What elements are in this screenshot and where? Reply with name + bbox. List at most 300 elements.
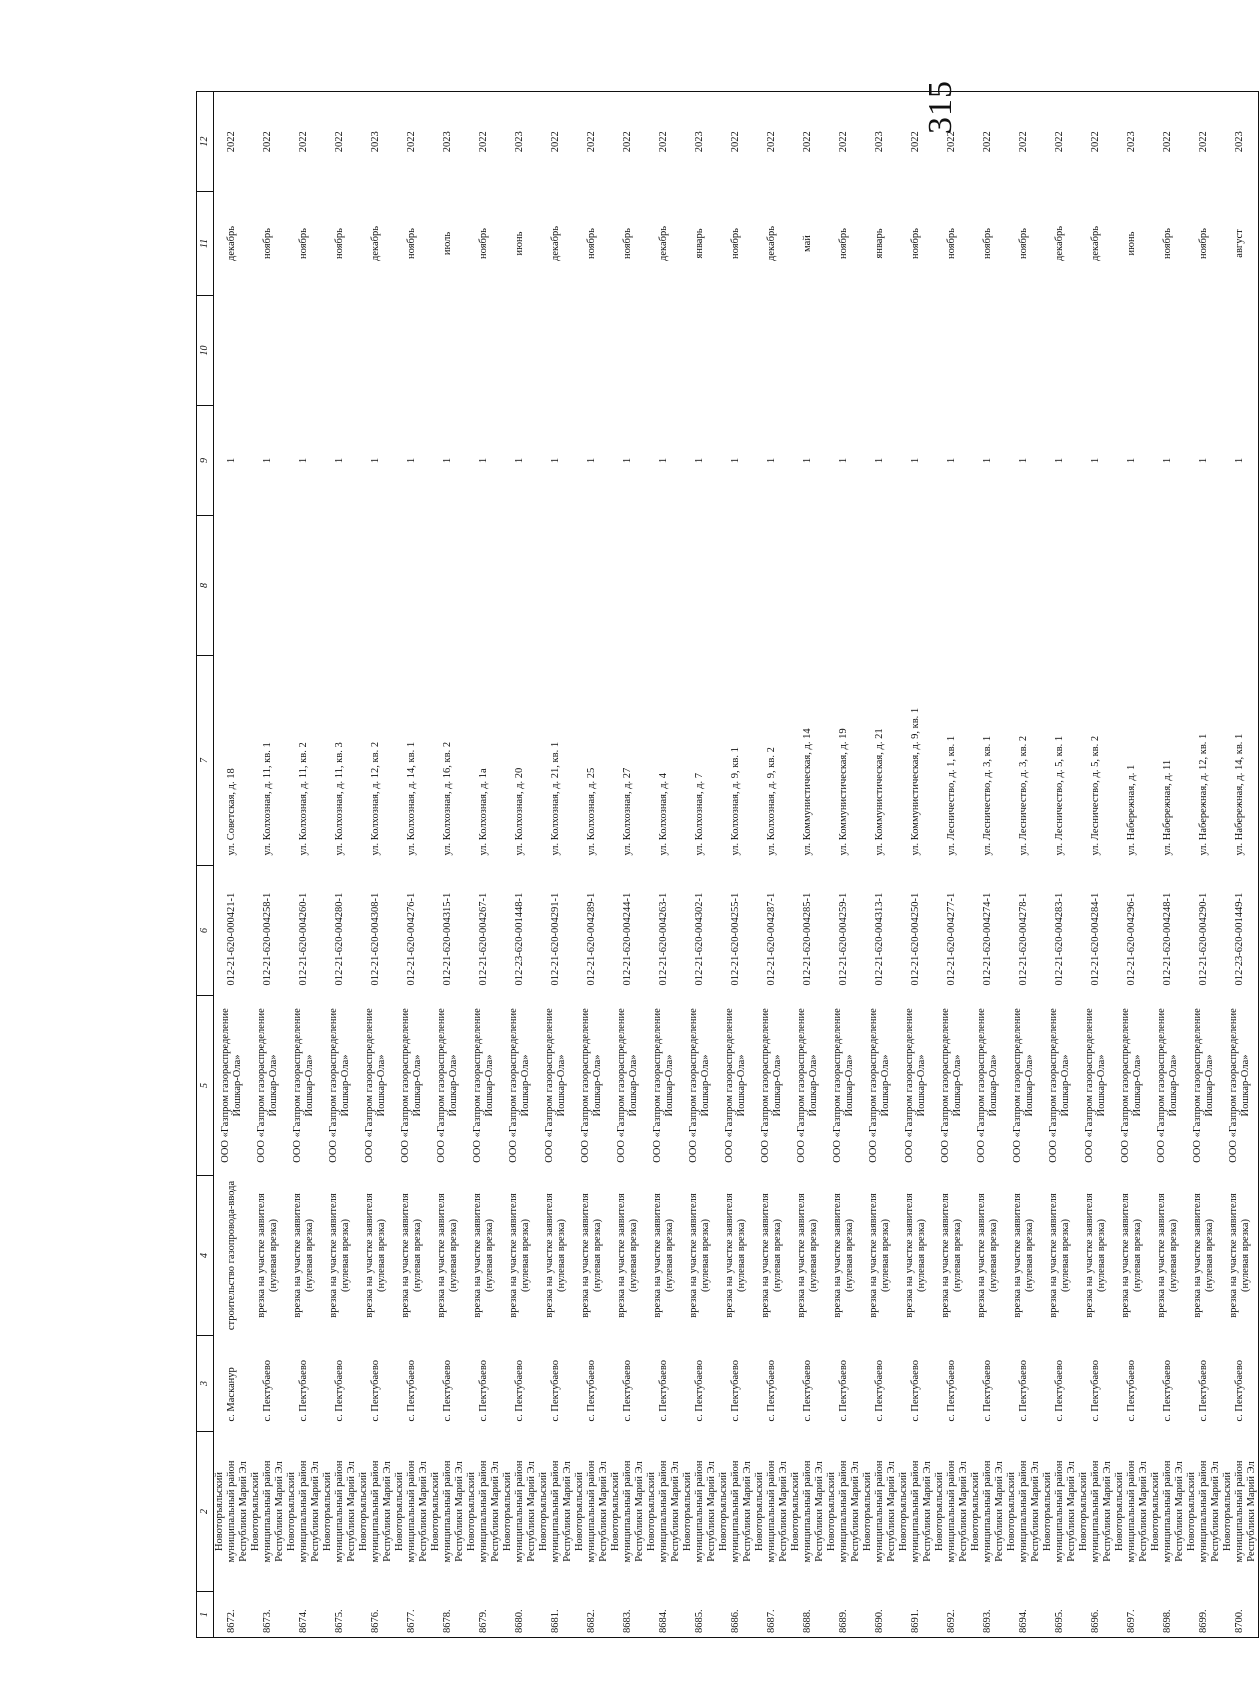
municipal-district: Новоторъяльский муниципальный район Республики Марий Эл [214,1460,249,1563]
row-number: 8694. [1006,1592,1042,1638]
registration-number: 012-21-620-004283-1 [1054,892,1065,986]
cell-col-8 [1006,516,1042,656]
year: 2022 [610,92,646,192]
cell-col-10 [214,296,251,406]
cell-col-10 [934,296,970,406]
address: ул. Лесничество, д. 3, кв. 2 [1018,735,1029,856]
municipal-district: Новоторъяльский муниципальный район Республики Марий Эл [1150,1460,1185,1563]
month: июнь [514,231,525,256]
row-number: 8691. [898,1592,934,1638]
registration-number: 012-21-620-004267-1 [478,892,489,986]
cell-col-8 [250,516,286,656]
table-row [682,92,718,1638]
municipal-district: Новоторъяльский муниципальный район Республики Марий Эл [610,1460,645,1563]
settlement: с. Пектубаево [874,1360,885,1422]
organization: ООО «Газпром газораспределение Йошкар-Ола» [1084,1008,1107,1163]
organization: ООО «Газпром газораспределение Йошкар-Ола» [472,1008,495,1163]
work-type: врезка на участке заявителя (нулевая врезка) [940,1193,963,1318]
quantity: 1 [370,457,381,464]
quantity: 1 [838,457,849,464]
cell-col-10 [1078,296,1114,406]
row-number: 8676. [358,1592,394,1638]
quantity: 1 [262,457,273,464]
row-number: 8689. [826,1592,862,1638]
row-number: 8688. [790,1592,826,1638]
organization: ООО «Газпром газораспределение Йошкар-Ола» [256,1008,279,1163]
work-type: врезка на участке заявителя (нулевая врезка) [1156,1193,1179,1318]
table-row [574,92,610,1638]
quantity: 1 [658,457,669,464]
registration-number: 012-21-620-004290-1 [1198,892,1209,986]
address: ул. Колхозная, д. 27 [622,767,633,856]
address: ул. Коммунистическая, д. 21 [874,728,885,856]
registration-number: 012-21-620-004255-1 [730,892,741,986]
municipal-district: Новоторъяльский муниципальный район Республики Марий Эл [538,1460,573,1563]
cell-col-8 [1222,516,1259,656]
registration-number: 012-21-620-004285-1 [802,892,813,986]
municipal-district: Новоторъяльский муниципальный район Республики Марий Эл [1114,1460,1149,1563]
cell-col-10 [790,296,826,406]
quantity: 1 [1054,457,1065,464]
cell-col-8 [754,516,790,656]
year: 2022 [250,92,286,192]
address: ул. Коммунистическая, д. 19 [838,728,849,856]
organization: ООО «Газпром газораспределение Йошкар-Ола» [364,1008,387,1163]
work-type: врезка на участке заявителя (нулевая врезка) [976,1193,999,1318]
cell-col-10 [538,296,574,406]
row-number: 8687. [754,1592,790,1638]
settlement: с. Пектубаево [910,1360,921,1422]
year: 2022 [574,92,610,192]
cell-col-10 [1222,296,1259,406]
address: ул. Коммунистическая, д. 14 [802,728,813,856]
work-type: врезка на участке заявителя (нулевая врезка) [472,1193,495,1318]
table-row [1150,92,1186,1638]
cell-col-10 [754,296,790,406]
cell-col-8 [286,516,322,656]
month: ноябрь [478,228,489,259]
cell-col-8 [502,516,538,656]
month: ноябрь [622,228,633,259]
table-row [898,92,934,1638]
registration-number: 012-21-620-004289-1 [586,892,597,986]
cell-col-8 [970,516,1006,656]
organization: ООО «Газпром газораспределение Йошкар-Ола» [580,1008,603,1163]
quantity: 1 [442,457,453,464]
cell-col-8 [538,516,574,656]
row-number: 8692. [934,1592,970,1638]
cell-col-10 [1186,296,1222,406]
month: декабрь [1054,226,1065,261]
address: ул. Набережная, д. 11 [1162,759,1173,856]
column-header-11: 11 [197,192,214,296]
work-type: врезка на участке заявителя (нулевая врезка) [652,1193,675,1318]
table-row [1042,92,1078,1638]
cell-col-8 [394,516,430,656]
address: ул. Колхозная, д. 9, кв. 1 [730,747,741,856]
year: 2023 [862,92,898,192]
municipal-district: Новоторъяльский муниципальный район Республики Марий Эл [934,1460,969,1563]
cell-col-10 [718,296,754,406]
registration-number: 012-21-620-004258-1 [262,892,273,986]
row-number: 8699. [1186,1592,1222,1638]
cell-col-8 [1078,516,1114,656]
year: 2022 [322,92,358,192]
work-type: врезка на участке заявителя (нулевая врезка) [760,1193,783,1318]
quantity: 1 [694,457,705,464]
organization: ООО «Газпром газораспределение Йошкар-Ола» [544,1008,567,1163]
address: ул. Набережная, д. 12, кв. 1 [1198,733,1209,856]
quantity: 1 [874,457,885,464]
month: ноябрь [982,228,993,259]
column-header-9: 9 [197,406,214,516]
address: ул. Колхозная, д. 16, кв. 2 [442,741,453,856]
registration-number: 012-21-620-004263-1 [658,892,669,986]
row-number: 8678. [430,1592,466,1638]
work-type: врезка на участке заявителя (нулевая врезка) [904,1193,927,1318]
quantity: 1 [910,457,921,464]
municipal-district: Новоторъяльский муниципальный район Республики Марий Эл [754,1460,789,1563]
year: 2022 [934,92,970,192]
month: ноябрь [586,228,597,259]
month: декабрь [226,226,237,261]
quantity: 1 [406,457,417,464]
table-row [394,92,430,1638]
municipal-district: Новоторъяльский муниципальный район Республики Марий Эл [502,1460,537,1563]
organization: ООО «Газпром газораспределение Йошкар-Ола» [796,1008,819,1163]
table-row [1006,92,1042,1638]
quantity: 1 [946,457,957,464]
address: ул. Колхозная, д. 11, кв. 3 [334,742,345,856]
month: ноябрь [730,228,741,259]
year: 2022 [718,92,754,192]
cell-col-10 [394,296,430,406]
column-header-6: 6 [197,866,214,996]
month: ноябрь [298,228,309,259]
quantity: 1 [1090,457,1101,464]
cell-col-10 [862,296,898,406]
cell-col-8 [898,516,934,656]
month: декабрь [370,226,381,261]
quantity: 1 [1162,457,1173,464]
registration-number: 012-21-620-004260-1 [298,892,309,986]
cell-col-8 [214,516,251,656]
settlement: с. Пектубаево [1054,1360,1065,1422]
work-type: врезка на участке заявителя (нулевая врезка) [580,1193,603,1318]
cell-col-8 [718,516,754,656]
month: июнь [1126,231,1137,256]
municipal-district: Новоторъяльский муниципальный район Республики Марий Эл [286,1460,321,1563]
month: ноябрь [406,228,417,259]
work-type: строительство газопровода-ввода [226,1180,237,1331]
column-header-2: 2 [197,1432,214,1592]
quantity: 1 [478,457,489,464]
address: ул. Коммунистическая, д. 9, кв. 1 [910,707,921,856]
organization: ООО «Газпром газораспределение Йошкар-Ола» [976,1008,999,1163]
municipal-district: Новоторъяльский муниципальный район Республики Марий Эл [646,1460,681,1563]
registration-number: 012-21-620-004308-1 [370,892,381,986]
cell-col-10 [286,296,322,406]
municipal-district: Новоторъяльский муниципальный район Республики Марий Эл [1042,1460,1077,1563]
cell-col-10 [682,296,718,406]
organization: ООО «Газпром газораспределение Йошкар-Ола» [220,1008,243,1163]
table-row [1222,92,1259,1638]
row-number: 8700. [1222,1592,1259,1638]
month: ноябрь [334,228,345,259]
quantity: 1 [622,457,633,464]
settlement: с. Пектубаево [1198,1360,1209,1422]
row-number: 8674. [286,1592,322,1638]
address: ул. Лесничество, д. 5, кв. 2 [1090,735,1101,856]
quantity: 1 [226,457,237,464]
quantity: 1 [802,457,813,464]
address: ул. Лесничество, д. 3, кв. 1 [982,735,993,856]
address: ул. Набережная, д. 14, кв. 1 [1222,656,1259,866]
cell-col-8 [1186,516,1222,656]
year: 2022 [970,92,1006,192]
organization: ООО «Газпром газораспределение Йошкар-Ола» [436,1008,459,1163]
row-number: 8680. [502,1592,538,1638]
work-type: врезка на участке заявителя (нулевая врезка) [1192,1193,1215,1318]
month: ноябрь [262,228,273,259]
work-type: врезка на участке заявителя (нулевая врезка) [544,1193,567,1318]
organization: ООО «Газпром газораспределение Йошкар-Ола» [868,1008,891,1163]
table-body [214,92,1259,1638]
year: 2023 [502,92,538,192]
year: 2022 [826,92,862,192]
table-row [250,92,286,1638]
municipal-district: Новоторъяльский муниципальный район Республики Марий Эл [1186,1460,1221,1563]
work-type: врезка на участке заявителя (нулевая врезка) [1222,1176,1259,1336]
settlement: с. Масканур [226,1367,237,1422]
organization: ООО «Газпром газораспределение Йошкар-Ола» [760,1008,783,1163]
quantity: 1 [1222,406,1259,516]
registration-number: 012-21-620-004302-1 [694,892,705,986]
year: 2022 [538,92,574,192]
header-row [197,92,214,1638]
registration-number: 012-21-620-004280-1 [334,892,345,986]
table-row [502,92,538,1638]
table-row [1186,92,1222,1638]
year: 2022 [898,92,934,192]
cell-col-10 [502,296,538,406]
address: ул. Колхозная, д. 7 [694,772,705,856]
settlement: с. Пектубаево [1162,1360,1173,1422]
table-row [826,92,862,1638]
table-row [610,92,646,1638]
quantity: 1 [1018,457,1029,464]
registration-number: 012-23-620-001448-1 [514,892,525,986]
row-number: 8677. [394,1592,430,1638]
row-number: 8686. [718,1592,754,1638]
settlement: с. Пектубаево [298,1360,309,1422]
quantity: 1 [514,457,525,464]
column-header-5: 5 [197,996,214,1176]
registration-number: 012-21-620-004274-1 [982,892,993,986]
work-type: врезка на участке заявителя (нулевая врезка) [868,1193,891,1318]
registration-number: 012-21-620-004276-1 [406,892,417,986]
column-header-1: 1 [197,1592,214,1638]
organization: ООО «Газпром газораспределение Йошкар-Ола» [1048,1008,1071,1163]
row-number: 8696. [1078,1592,1114,1638]
settlement: с. Пектубаево [586,1360,597,1422]
year: 2022 [1042,92,1078,192]
column-header-8: 8 [197,516,214,656]
cell-col-8 [1150,516,1186,656]
cell-col-10 [322,296,358,406]
quantity: 1 [766,457,777,464]
address: ул. Лесничество, д. 1, кв. 1 [946,735,957,856]
year: 2022 [1078,92,1114,192]
month: январь [874,228,885,259]
work-type: врезка на участке заявителя (нулевая врезка) [724,1193,747,1318]
column-header-3: 3 [197,1336,214,1432]
row-number: 8673. [250,1592,286,1638]
cell-col-10 [970,296,1006,406]
cell-col-8 [934,516,970,656]
organization: ООО «Газпром газораспределение Йошкар-Ола» [616,1008,639,1163]
quantity: 1 [550,457,561,464]
year: 2023 [430,92,466,192]
cell-col-8 [610,516,646,656]
cell-col-10 [250,296,286,406]
cell-col-10 [898,296,934,406]
organization: ООО «Газпром газораспределение Йошкар-Ола» [1222,996,1259,1176]
row-number: 8682. [574,1592,610,1638]
quantity: 1 [586,457,597,464]
month: декабрь [658,226,669,261]
organization: ООО «Газпром газораспределение Йошкар-Ола» [832,1008,855,1163]
registration-number: 012-21-620-004296-1 [1126,892,1137,986]
month: ноябрь [1162,228,1173,259]
row-number: 8695. [1042,1592,1078,1638]
year: 2022 [466,92,502,192]
cell-col-10 [574,296,610,406]
municipal-district: Новоторъяльский муниципальный район Республики Марий Эл [250,1460,285,1563]
municipal-district: Новоторъяльский муниципальный район Республики Марий Эл [1078,1460,1113,1563]
month: ноябрь [838,228,849,259]
quantity: 1 [298,457,309,464]
row-number: 8681. [538,1592,574,1638]
table-row [970,92,1006,1638]
address: ул. Колхозная, д. 20 [514,767,525,856]
address: ул. Колхозная, д. 4 [658,772,669,856]
settlement: с. Пектубаево [766,1360,777,1422]
municipal-district: Новоторъяльский муниципальный район Республики Марий Эл [394,1460,429,1563]
row-number: 8693. [970,1592,1006,1638]
quantity: 1 [1198,457,1209,464]
year: 2022 [646,92,682,192]
work-type: врезка на участке заявителя (нулевая врезка) [292,1193,315,1318]
municipal-district: Новоторъяльский муниципальный район Республики Марий Эл [718,1460,753,1563]
column-header-12: 12 [197,92,214,192]
organization: ООО «Газпром газораспределение Йошкар-Ола» [904,1008,927,1163]
settlement: с. Пектубаево [334,1360,345,1422]
cell-col-10 [430,296,466,406]
table-row [646,92,682,1638]
page-number: 315 [922,80,959,134]
row-number: 8685. [682,1592,718,1638]
settlement: с. Пектубаево [1222,1336,1259,1432]
gasification-table [196,91,1259,1638]
row-number: 8698. [1150,1592,1186,1638]
table-row [934,92,970,1638]
settlement: с. Пектубаево [730,1360,741,1422]
work-type: врезка на участке заявителя (нулевая врезка) [1120,1193,1143,1318]
organization: ООО «Газпром газораспределение Йошкар-Ола» [940,1008,963,1163]
month: декабрь [550,226,561,261]
work-type: врезка на участке заявителя (нулевая врезка) [508,1193,531,1318]
column-header-7: 7 [197,656,214,866]
work-type: врезка на участке заявителя (нулевая врезка) [256,1193,279,1318]
month: май [802,235,813,252]
month: июль [442,231,453,256]
month: ноябрь [910,228,921,259]
municipal-district: Новоторъяльский муниципальный район Республики Марий Эл [430,1460,465,1563]
row-number: 8672. [214,1592,251,1638]
rotated-table-container [196,92,1259,1638]
cell-col-10 [1006,296,1042,406]
municipal-district: Новоторъяльский муниципальный район Республики Марий Эл [358,1460,393,1563]
settlement: с. Пектубаево [1018,1360,1029,1422]
registration-number: 012-21-620-004278-1 [1018,892,1029,986]
month: ноябрь [946,228,957,259]
organization: ООО «Газпром газораспределение Йошкар-Ола» [1192,1008,1215,1163]
cell-col-10 [826,296,862,406]
row-number: 8683. [610,1592,646,1638]
municipal-district: Новоторъяльский муниципальный район Республики Марий Эл [898,1460,933,1563]
cell-col-8 [862,516,898,656]
registration-number: 012-21-620-004284-1 [1090,892,1101,986]
cell-col-10 [1150,296,1186,406]
address: ул. Колхозная, д. 14, кв. 1 [406,741,417,856]
row-number: 8697. [1114,1592,1150,1638]
cell-col-8 [466,516,502,656]
work-type: врезка на участке заявителя (нулевая врезка) [364,1193,387,1318]
registration-number: 012-21-620-004277-1 [946,892,957,986]
settlement: с. Пектубаево [406,1360,417,1422]
cell-col-10 [466,296,502,406]
table-row [214,92,251,1638]
work-type: врезка на участке заявителя (нулевая врезка) [436,1193,459,1318]
settlement: с. Пектубаево [946,1360,957,1422]
row-number: 8675. [322,1592,358,1638]
settlement: с. Пектубаево [550,1360,561,1422]
work-type: врезка на участке заявителя (нулевая врезка) [688,1193,711,1318]
table-row [1114,92,1150,1638]
address: ул. Лесничество, д. 5, кв. 1 [1054,735,1065,856]
table-row [718,92,754,1638]
quantity: 1 [334,457,345,464]
settlement: с. Пектубаево [478,1360,489,1422]
cell-col-8 [574,516,610,656]
settlement: с. Пектубаево [370,1360,381,1422]
work-type: врезка на участке заявителя (нулевая врезка) [1048,1193,1071,1318]
address: ул. Колхозная, д. 1а [478,768,489,856]
year: 2022 [1006,92,1042,192]
table-row [430,92,466,1638]
address: ул. Колхозная, д. 11, кв. 2 [298,742,309,856]
registration-number: 012-21-620-004250-1 [910,892,921,986]
month: декабрь [1090,226,1101,261]
cell-col-10 [358,296,394,406]
cell-col-8 [322,516,358,656]
cell-col-8 [790,516,826,656]
quantity: 1 [730,457,741,464]
row-number: 8690. [862,1592,898,1638]
municipal-district: Новоторъяльский муниципальный район Республики Марий Эл [970,1460,1005,1563]
settlement: с. Пектубаево [442,1360,453,1422]
